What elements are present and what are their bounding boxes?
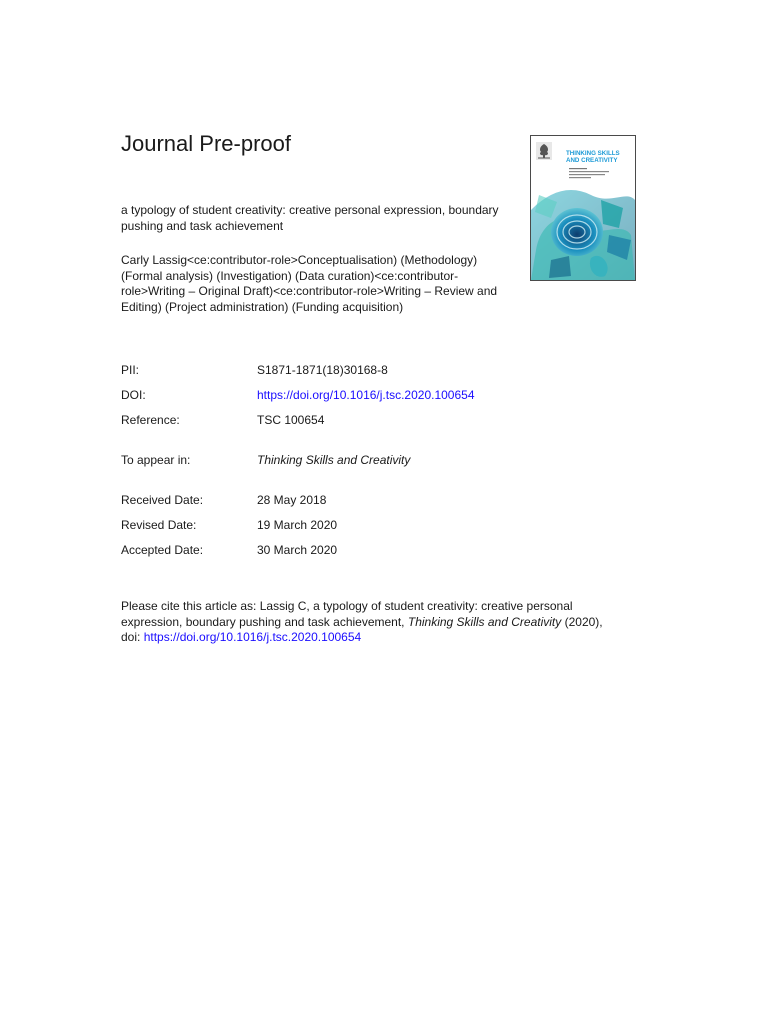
pii-label: PII: <box>121 363 140 377</box>
pii-value: S1871-1871(18)30168-8 <box>257 363 388 377</box>
appear-in-value: Thinking Skills and Creativity <box>257 453 411 467</box>
citation-prefix: Please cite this article as: Lassig C, a typology of student creativity: creative personal expression, boundary pushing and task achievement, <box>121 599 573 629</box>
doi-link[interactable]: https://doi.org/10.1016/j.tsc.2020.100654 <box>257 388 475 402</box>
elsevier-tree-logo-icon <box>536 142 552 160</box>
citation-paragraph <box>121 599 631 646</box>
citation-year: (2020), <box>561 614 603 629</box>
reference-value: TSC 100654 <box>257 413 325 427</box>
reference-label: Reference: <box>121 413 180 427</box>
page-title: Journal Pre-proof <box>121 131 291 156</box>
citation-journal: Thinking Skills and Creativity <box>407 614 562 629</box>
meta-row-appear-in <box>121 453 641 468</box>
citation-doi-label: doi: <box>121 630 144 644</box>
meta-row-revised <box>121 518 641 533</box>
revised-date-value: 19 March 2020 <box>257 518 338 532</box>
article-authors: Carly Lassig<ce:contributor-role>Conceptualisation) (Methodology) (Formal analysis) (Investigation) (Data curation)<ce:contributor-role>Writing – Original Draft)<ce:contributor-role>Writing – Review and Editing) (Project administration) (Funding acquisition) <box>121 253 498 314</box>
journal-cover-image <box>530 135 636 281</box>
cover-artwork <box>531 180 635 280</box>
cover-journal-name <box>566 150 634 164</box>
article-title: a typology of student creativity: creative personal expression, boundary pushing and task achievement <box>121 203 499 233</box>
accepted-date-value: 30 March 2020 <box>257 543 338 557</box>
received-date-label: Received Date: <box>121 493 204 507</box>
meta-row-received <box>121 493 641 508</box>
appear-in-label: To appear in: <box>121 453 191 467</box>
doi-label: DOI: <box>121 388 146 402</box>
meta-row-pii <box>121 363 641 378</box>
cover-journal-name-line1: THINKING SKILLS <box>566 150 620 157</box>
cover-journal-name-line2: AND CREATIVITY <box>566 157 618 164</box>
received-date-value: 28 May 2018 <box>257 493 327 507</box>
meta-row-doi <box>121 388 641 403</box>
revised-date-label: Revised Date: <box>121 518 197 532</box>
accepted-date-label: Accepted Date: <box>121 543 204 557</box>
cover-editor-lines <box>569 167 631 181</box>
meta-row-accepted <box>121 543 641 558</box>
meta-row-reference <box>121 413 641 428</box>
citation-doi-link[interactable]: https://doi.org/10.1016/j.tsc.2020.100654 <box>143 630 362 644</box>
